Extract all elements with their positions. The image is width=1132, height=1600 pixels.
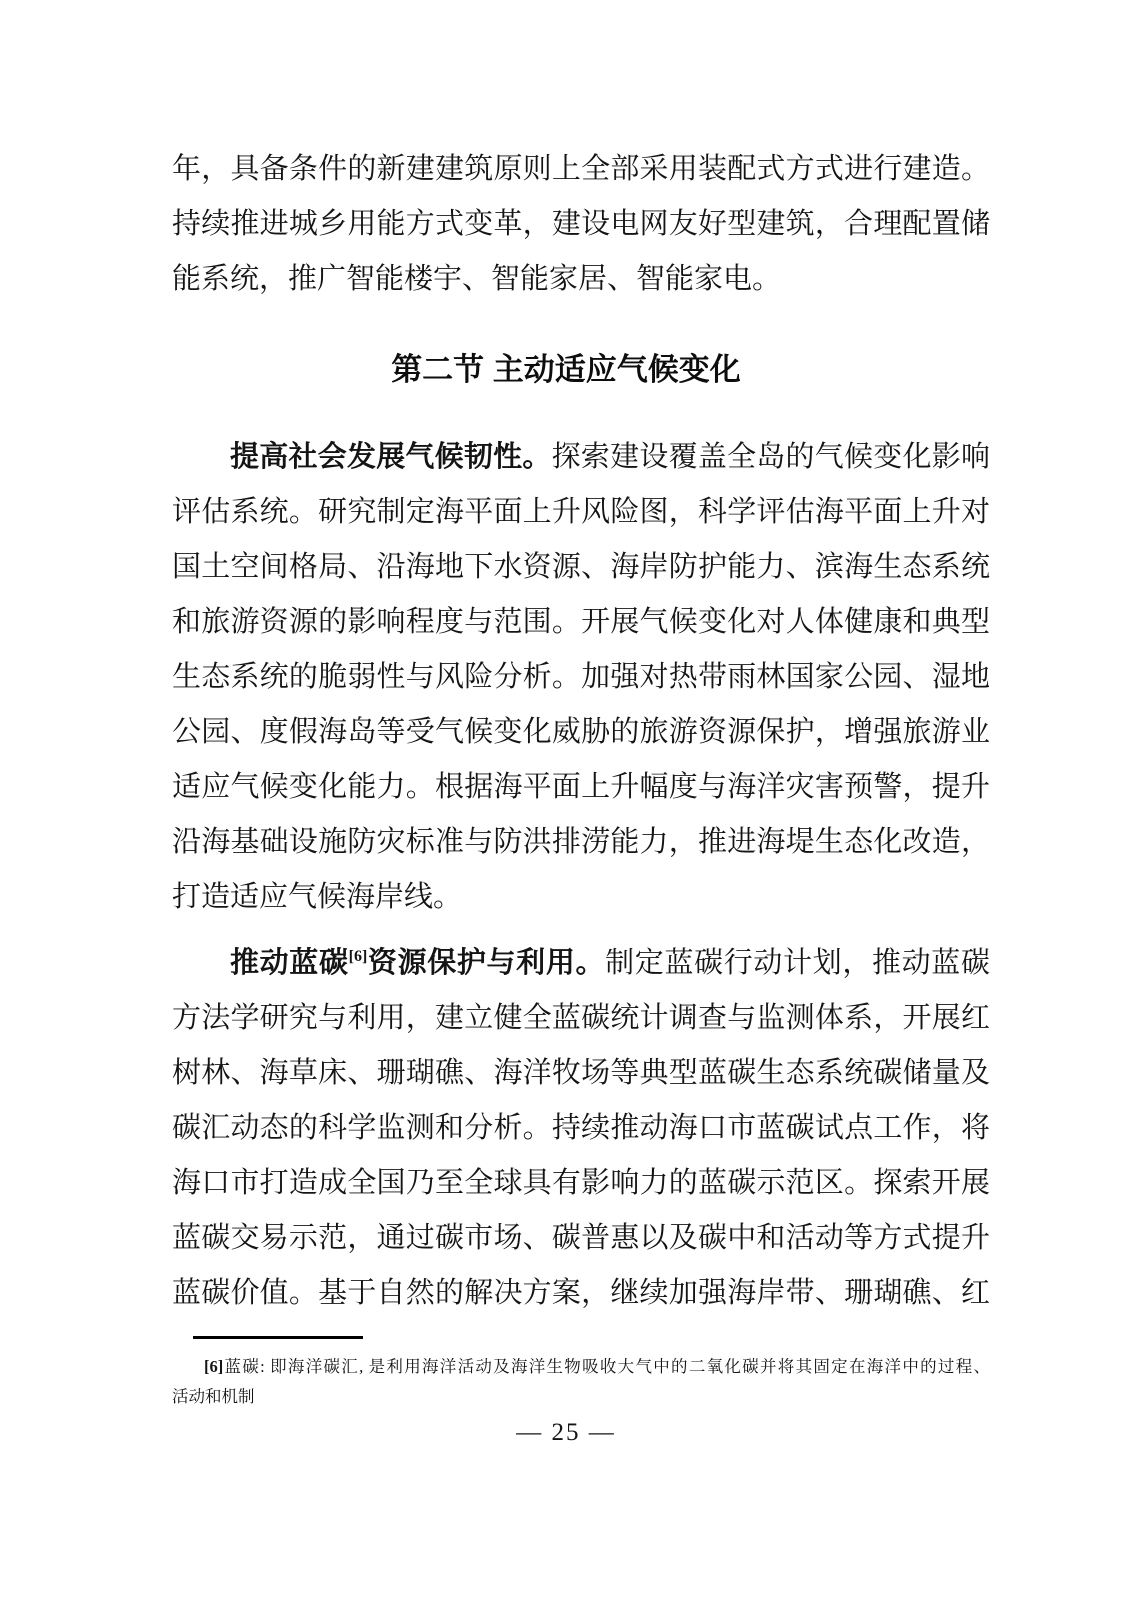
page-number: — 25 — xyxy=(516,1419,616,1446)
text-segment: 和旅游资源的影响程度与范围。开展气候变化对人体健康和典型 xyxy=(172,606,990,638)
text-line xyxy=(172,815,990,870)
text-segment: 蓝碳价值。基于自然的解决方案，继续加强海岸带、珊瑚礁、红 xyxy=(172,1277,990,1309)
text-segment: 公园、度假海岛等受气候变化威胁的旅游资源保护，增强旅游业 xyxy=(172,716,990,748)
text-line xyxy=(172,929,990,991)
text-line xyxy=(172,650,990,705)
text-line xyxy=(172,142,990,197)
text-segment: 能系统，推广智能楼宇、智能家居、智能家电。 xyxy=(172,263,782,295)
bold-lead-text: 资源保护与利用。 xyxy=(367,947,606,979)
text-line xyxy=(172,870,990,925)
text-segment: 蓝碳交易示范，通过碳市场、碳普惠以及碳中和活动等方式提升 xyxy=(172,1222,990,1254)
bold-lead-text: 提高社会发展气候韧性。 xyxy=(230,441,552,473)
text-segment: 碳汇动态的科学监测和分析。持续推动海口市蓝碳试点工作，将 xyxy=(172,1112,990,1144)
footnote-blue-carbon-definition xyxy=(172,1352,990,1412)
text-segment: 生态系统的脆弱性与风险分析。加强对热带雨林国家公园、湿地 xyxy=(172,661,990,693)
text-line xyxy=(172,595,990,650)
text-line xyxy=(172,1352,990,1382)
text-segment: 探索建设覆盖全岛的气候变化影响 xyxy=(551,441,990,473)
text-line xyxy=(172,1101,990,1156)
paragraph-building-energy xyxy=(172,142,990,307)
bold-lead-text: [6] xyxy=(204,1357,224,1376)
footnote-separator-rule xyxy=(193,1336,363,1339)
footnote-reference-marker: [6] xyxy=(348,948,368,965)
text-segment: 适应气候变化能力。根据海平面上升幅度与海洋灾害预警，提升 xyxy=(172,771,990,803)
text-line xyxy=(172,252,990,307)
text-line xyxy=(172,991,990,1046)
text-line xyxy=(172,705,990,760)
text-segment: 方法学研究与利用，建立健全蓝碳统计调查与监测体系，开展红 xyxy=(172,1002,990,1034)
text-line xyxy=(172,1211,990,1266)
section-heading: 第二节 主动适应气候变化 xyxy=(391,352,741,387)
text-segment: 年，具备条件的新建建筑原则上全部采用装配式方式进行建造。 xyxy=(172,153,990,185)
text-line xyxy=(172,540,990,595)
bold-lead-text: 推动蓝碳 xyxy=(230,947,349,979)
text-segment: 蓝碳: 即海洋碳汇, 是利用海洋活动及海洋生物吸收大气中的二氧化碳并将其固定在海洋中的过程、 xyxy=(223,1357,990,1376)
text-line xyxy=(172,430,990,485)
text-line xyxy=(172,760,990,815)
text-segment: 沿海基础设施防灾标准与防洪排涝能力，推进海堤生态化改造， xyxy=(172,826,990,858)
text-segment: 制定蓝碳行动计划，推动蓝碳 xyxy=(605,947,990,979)
text-line xyxy=(172,197,990,252)
paragraph-climate-resilience xyxy=(172,430,990,925)
text-segment: 国土空间格局、沿海地下水资源、海岸防护能力、滨海生态系统 xyxy=(172,551,990,583)
text-segment: 持续推进城乡用能方式变革，建设电网友好型建筑，合理配置储 xyxy=(172,208,990,240)
paragraph-blue-carbon xyxy=(172,929,990,1321)
text-segment: 海口市打造成全国乃至全球具有影响力的蓝碳示范区。探索开展 xyxy=(172,1167,990,1199)
text-segment: 活动和机制 xyxy=(172,1387,255,1406)
text-line xyxy=(172,1382,990,1412)
text-segment: 评估系统。研究制定海平面上升风险图，科学评估海平面上升对 xyxy=(172,496,990,528)
text-segment: 树林、海草床、珊瑚礁、海洋牧场等典型蓝碳生态系统碳储量及 xyxy=(172,1057,990,1089)
text-line xyxy=(172,1266,990,1321)
text-line xyxy=(172,1156,990,1211)
text-line xyxy=(172,1046,990,1101)
text-line xyxy=(172,485,990,540)
text-segment: 打造适应气候海岸线。 xyxy=(172,881,463,913)
